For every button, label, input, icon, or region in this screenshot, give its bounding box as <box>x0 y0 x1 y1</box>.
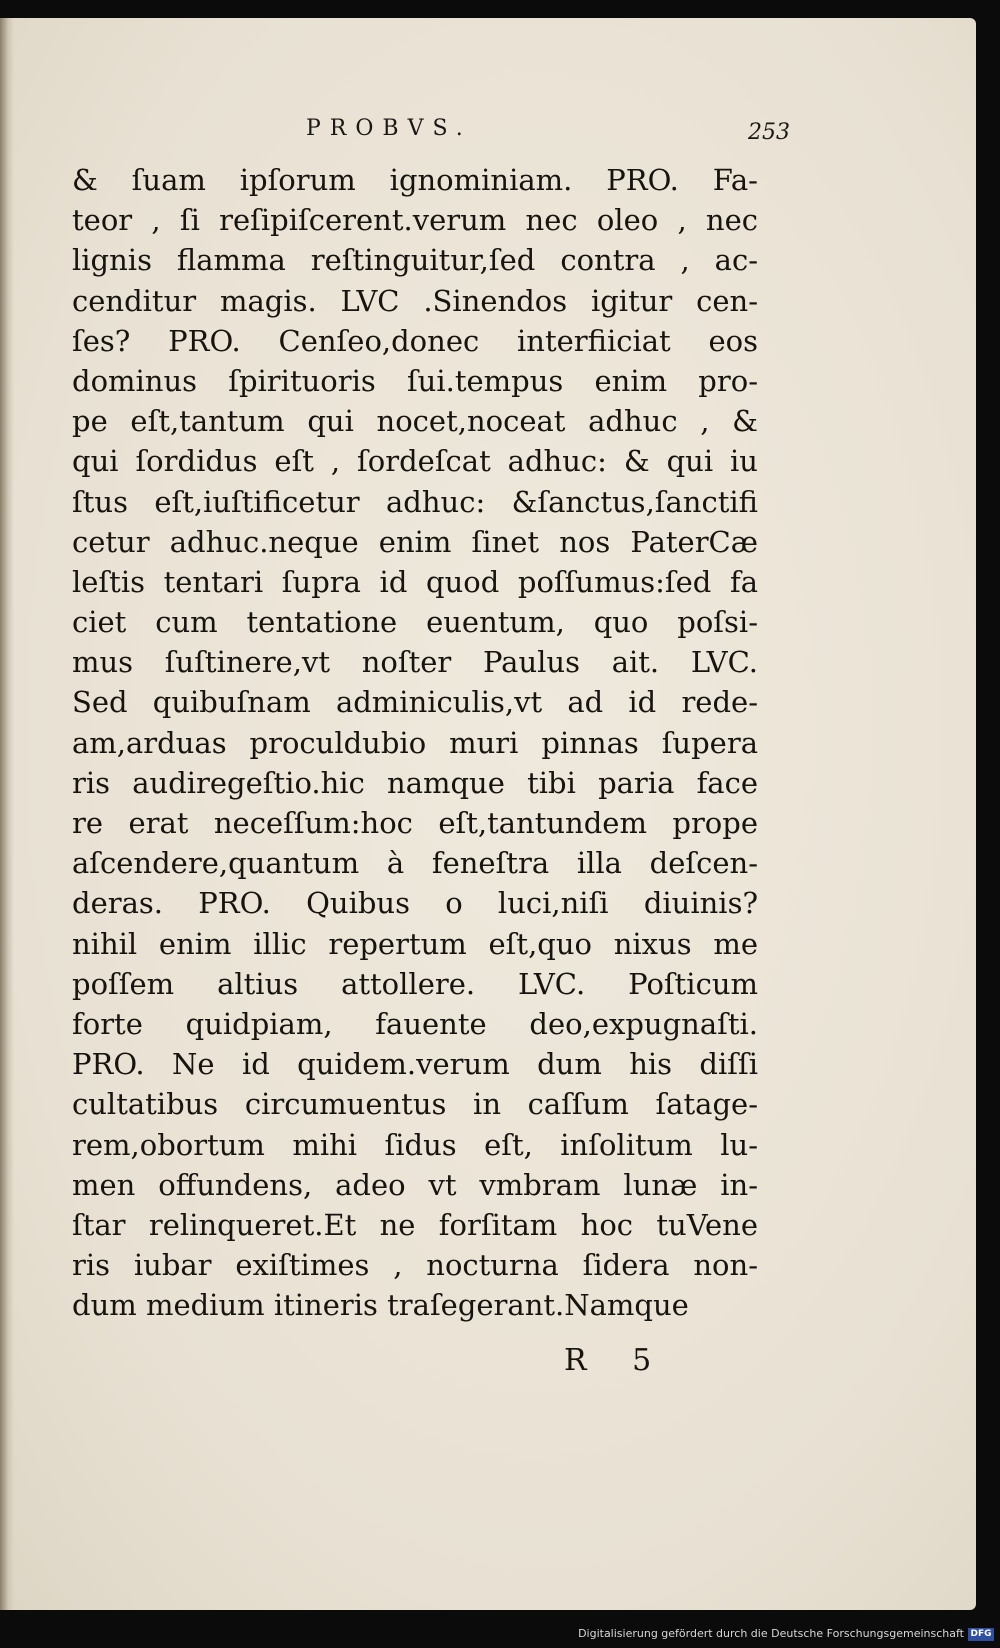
text-line: men offundens, adeo vt vmbram lunæ in- <box>72 1167 758 1202</box>
digitization-footer <box>0 1618 1000 1648</box>
text-line: mus ſuſtinere,vt noſter Paulus ait. LVC. <box>72 645 758 680</box>
text-line: dum medium itineris traſegerant.Namque <box>72 1288 689 1323</box>
text-line: Sed quibuſnam adminiculis,vt ad id rede- <box>72 685 758 720</box>
signature-mark: R 5 <box>564 1343 670 1378</box>
text-line: ciet cum tentatione euentum, quo poſsi- <box>72 605 758 640</box>
page-number: 253 <box>748 120 790 145</box>
text-line: cenditur magis. LVC .Sinendos igitur cen- <box>72 283 758 318</box>
text-line: lignis flamma reſtinguitur,ſed contra , ac- <box>72 243 758 278</box>
text-line: leſtis tentari ſupra id quod poſſumus:ſed fa <box>72 564 758 599</box>
text-line: am,arduas proculdubio muri pinnas ſupera <box>72 725 758 760</box>
text-line: nihil enim illic repertum eſt,quo nixus me <box>72 926 758 961</box>
text-line: pe eſt,tantum qui nocet,noceat adhuc , & <box>72 404 758 439</box>
text-line: re erat neceſſum:hoc eſt,tantundem prope <box>72 806 758 840</box>
running-head: PROBVS. <box>306 116 472 141</box>
text-line: ſtar relinqueret.Et ne forſitam hoc tuVene <box>72 1207 758 1242</box>
text-line: teor , ſi reſipiſcerent.verum nec oleo , nec <box>72 203 758 238</box>
text-line: poſſem altius attollere. LVC. Poſticum <box>72 966 758 1001</box>
text-line: cetur adhuc.neque enim ſinet nos PaterCæ <box>72 524 758 559</box>
text-line: PRO. Ne id quidem.verum dum his diſſi <box>72 1047 758 1082</box>
text-line: & ſuam ipſorum ignominiam. PRO. Fa- <box>72 163 758 197</box>
text-line: ris iubar exiſtimes , nocturna ſidera non- <box>72 1248 758 1283</box>
text-line: dominus ſpirituoris ſui.tempus enim pro- <box>72 363 758 398</box>
text-line: deras. PRO. Quibus o luci,niſi diuinis? <box>72 886 758 921</box>
dfg-logo: DFG <box>968 1628 994 1641</box>
text-line: qui ſordidus eſt , ſordeſcat adhuc: & qui iu <box>72 444 758 479</box>
text-line: ſtus eſt,iuſtificetur adhuc: &ſanctus,ſanctifi <box>72 484 758 519</box>
text-line: rem,obortum mihi ſidus eſt, inſolitum lu- <box>72 1127 758 1162</box>
text-line: aſcendere,quantum à feneſtra illa deſcen- <box>72 846 758 881</box>
text-line: forte quidpiam, fauente deo,expugnaſti. <box>72 1006 758 1041</box>
body-text <box>72 160 758 1325</box>
funding-credit: Digitalisierung gefördert durch die Deutsche Forschungsgemeinschaft <box>578 1627 964 1640</box>
page-binding-edge <box>0 18 14 1610</box>
text-line: cultatibus circumuentus in caſſum ſatage- <box>72 1087 758 1122</box>
text-line: ſes? PRO. Cenſeo,donec interfiiciat eos <box>72 323 758 358</box>
text-line: ris audiregeſtio.hic namque tibi paria face <box>72 765 758 800</box>
page-header <box>0 116 976 156</box>
